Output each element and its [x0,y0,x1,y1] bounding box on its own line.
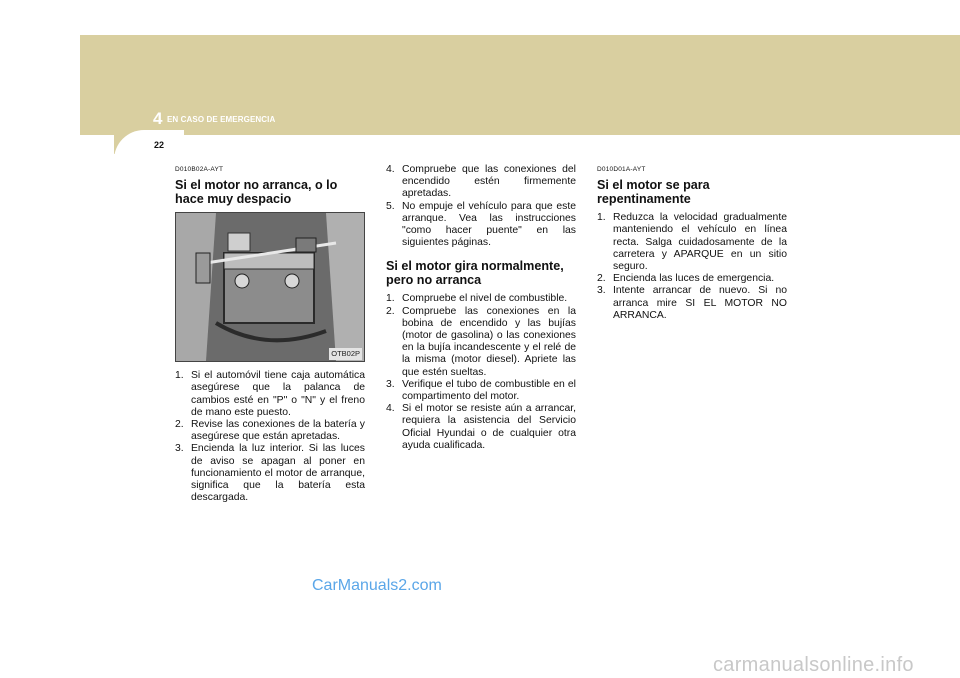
engine-bay-illustration [176,213,364,361]
list-item-number: 4. [386,403,395,415]
list-item-number: 2. [597,273,606,285]
list-item-text: Compruebe el nivel de combustible. [402,293,568,305]
list-item [386,293,576,305]
column-2 [386,164,576,452]
watermark-link[interactable]: CarManuals2.com [312,577,442,594]
list-item-number: 1. [386,293,395,305]
list-item-number: 3. [597,285,606,297]
list-item-text: Compruebe las conexiones en la bobina de encendido y las bujías (motor de gasolina) o las conexiones en la bujía incandescente y el relé de la misma (motor diesel). Apriete las que estén sueltas. [402,305,576,378]
list-item-number: 2. [386,305,395,317]
list-item-text: Si el automóvil tiene caja automática asegúrese que la palanca de cambios esté en "P" o "N" y el freno de mano este puesto. [191,370,365,418]
list-item [386,201,576,250]
list-item-number: 3. [175,443,184,455]
chapter-number: 4 [153,109,163,128]
column-1 [175,164,365,504]
list-item [597,273,787,285]
list-item [386,403,576,452]
page-number: 22 [154,140,165,150]
list-item-number: 3. [386,378,395,390]
list-item-text: Encienda las luces de emergencia. [613,273,775,285]
chapter-title: EN CASO DE EMERGENCIA [167,115,276,124]
numbered-list [175,370,365,504]
list-item [597,285,787,322]
list-item-number: 1. [175,370,184,382]
list-item-number: 4. [386,164,395,175]
list-item-text: Compruebe que las conexiones del encendido estén firmemente apretadas. [402,164,576,200]
list-item-text: No empuje el vehículo para que este arranque. Vea las instrucciones "como hacer puente" en las siguientes páginas. [402,200,576,249]
list-item-text: Reduzca la velocidad gradualmente manteniendo el vehículo en línea recta. Salga cuidadosamente de la carretera y APARQUE en un sitio seguro. [613,212,787,273]
section-title: Si el motor gira normalmente, pero no arranca [386,259,564,288]
list-item [386,379,576,403]
list-item [386,164,576,201]
list-item-text: Revise las conexiones de la batería y asegúrese que están apretadas. [191,419,365,443]
list-item-text: Si el motor se resiste aún a arrancar, requiera la asistencia del Servicio Oficial Hyundai o de cualquier otra ayuda cualificada. [402,403,576,451]
image-label: OTB02P [329,348,362,360]
list-item [175,370,365,419]
list-item [175,419,365,443]
numbered-list-continued [386,164,576,249]
section-code: D010D01A-AYT [597,166,646,173]
list-item [175,443,365,504]
list-item-number: 1. [597,212,606,224]
list-item-number: 5. [386,200,395,212]
list-item [597,212,787,273]
footer-watermark: carmanualsonline.info [713,654,914,676]
list-item-text: Intente arrancar de nuevo. Si no arranca mire SI EL MOTOR NO ARRANCA. [613,285,787,321]
list-item-text: Encienda la luz interior. Si las luces de aviso se apagan al poner en funcionamiento el motor de arranque, significa que la batería esta descargada. [191,443,365,504]
battery-photo [175,212,365,362]
section-title: Si el motor no arranca, o lo hace muy despacio [175,178,338,207]
numbered-list [597,212,787,322]
section-code: D010B02A-AYT [175,166,224,173]
list-item [386,306,576,379]
section-title: Si el motor se para repentinamente [597,178,710,207]
list-item-text: Verifique el tubo de combustible en el compartimento del motor. [402,378,576,403]
column-3 [597,164,787,322]
list-item-number: 2. [175,419,184,431]
numbered-list [386,293,576,452]
